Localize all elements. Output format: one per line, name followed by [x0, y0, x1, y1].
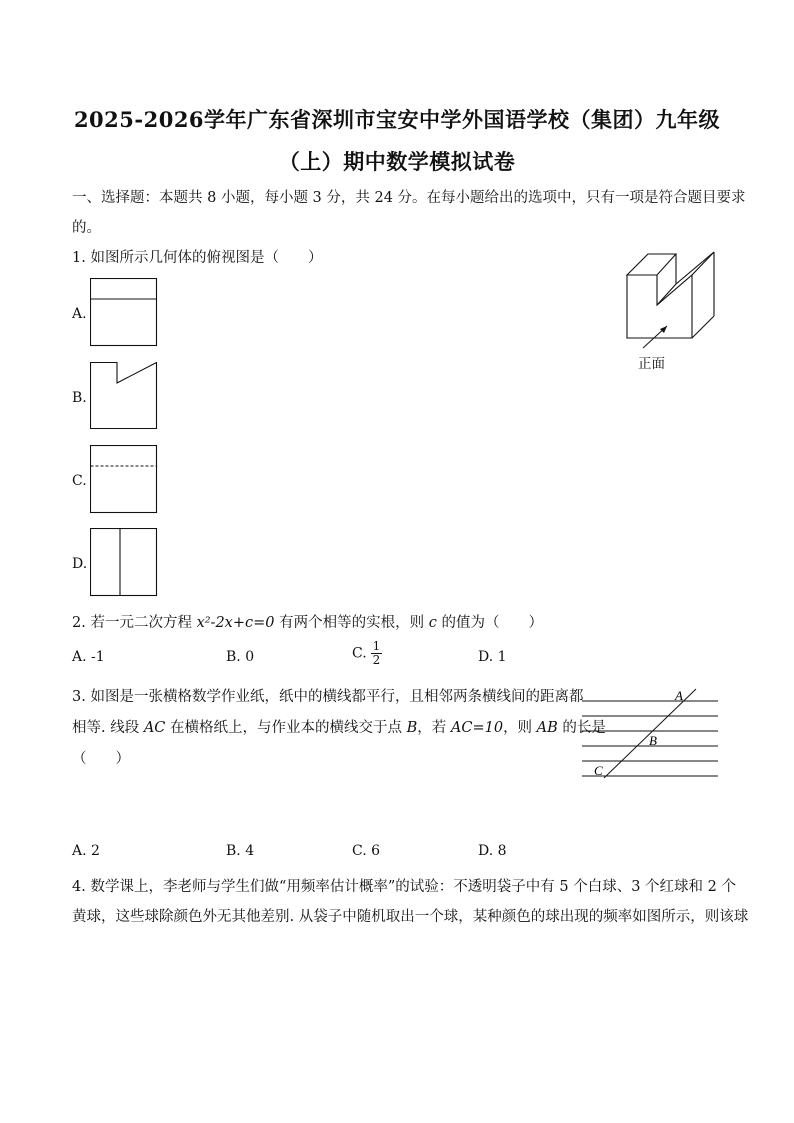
- q3-choice-d[interactable]: D. 8: [478, 843, 507, 859]
- q3-label-a: A: [675, 688, 683, 703]
- q3-choice-c[interactable]: C. 6: [352, 843, 381, 859]
- q3-segment-ac: AC: [143, 720, 166, 736]
- q2-choice-c[interactable]: [352, 640, 382, 667]
- q3-label-c: C: [594, 763, 603, 778]
- q2-middle: 有两个相等的实根，则: [274, 615, 429, 631]
- q1-stem: 1. 如图所示几何体的俯视图是（ ）: [72, 250, 323, 266]
- q1-option-b-label[interactable]: B.: [72, 390, 87, 406]
- q4-line1: 4. 数学课上，李老师与学生们做“用频率估计概率”的试验：不透明袋子中有 5 个白球、3 个红球和 2 个: [72, 879, 736, 895]
- q3-label-b: B: [649, 733, 657, 748]
- q1-option-a-figure[interactable]: [90, 278, 160, 348]
- q3-condition: AC=10: [450, 720, 504, 736]
- q2-choice-c-label: C.: [352, 645, 367, 662]
- q1-option-b-figure[interactable]: [90, 362, 160, 432]
- q1-option-d-label[interactable]: D.: [72, 556, 88, 572]
- q2-fraction-numerator: 1: [372, 639, 381, 653]
- q2-fraction-denominator: 2: [372, 653, 381, 667]
- q1-option-c-label[interactable]: C.: [72, 473, 87, 489]
- page-subtitle: （上）期中数学模拟试卷: [278, 149, 516, 174]
- q2-choice-d[interactable]: D. 1: [478, 649, 507, 665]
- q3-line2: [72, 716, 606, 737]
- q3-point-b: B: [406, 720, 418, 736]
- q3-text-c: ，若: [417, 720, 451, 736]
- q1-option-a-label[interactable]: A.: [72, 306, 87, 322]
- q2-var: c: [428, 615, 437, 631]
- q2-prefix: 2. 若一元二次方程: [72, 615, 197, 631]
- q3-text-b: 在横格纸上，与作业本的横线交于点: [165, 720, 407, 736]
- q3-ruled-paper-figure: [578, 685, 723, 785]
- q2-choice-a[interactable]: A. -1: [72, 649, 105, 665]
- q3-segment-ab: AB: [536, 720, 558, 736]
- q1-front-label: 正面: [638, 356, 665, 372]
- q3-text-d: ，则: [503, 720, 537, 736]
- q2-equation: x²-2x+c=0: [196, 615, 275, 631]
- q2-stem: [72, 611, 543, 632]
- page-title: 2025-2026学年广东省深圳市宝安中学外国语学校（集团）九年级: [73, 107, 721, 132]
- q3-line1: 3. 如图是一张横格数学作业纸，纸中的横线都平行，且相邻两条横线间的距离都: [72, 689, 584, 705]
- q4-line2: 黄球，这些球除颜色外无其他差别. 从袋子中随机取出一个球，某种颜色的球出现的频率如图所示，则该球: [72, 909, 749, 925]
- q2-suffix: 的值为（ ）: [436, 615, 543, 631]
- q1-solid-figure: [610, 238, 730, 378]
- q1-option-c-figure[interactable]: [90, 445, 160, 515]
- section-intro-line2: 的。: [72, 220, 101, 236]
- q1-option-d-figure[interactable]: [90, 528, 160, 598]
- q2-choice-b[interactable]: B. 0: [226, 649, 255, 665]
- q2-choice-c-fraction: [371, 640, 383, 667]
- section-intro-line1: 一、选择题：本题共 8 小题，每小题 3 分，共 24 分。在每小题给出的选项中，只有一项是符合题目要求: [72, 190, 746, 206]
- q3-choice-a[interactable]: A. 2: [72, 843, 100, 859]
- q3-text-e: 的长是: [557, 720, 606, 736]
- q3-text-a: 相等. 线段: [72, 720, 144, 736]
- q3-choice-b[interactable]: B. 4: [226, 843, 255, 859]
- q3-line3: （ ）: [72, 751, 130, 767]
